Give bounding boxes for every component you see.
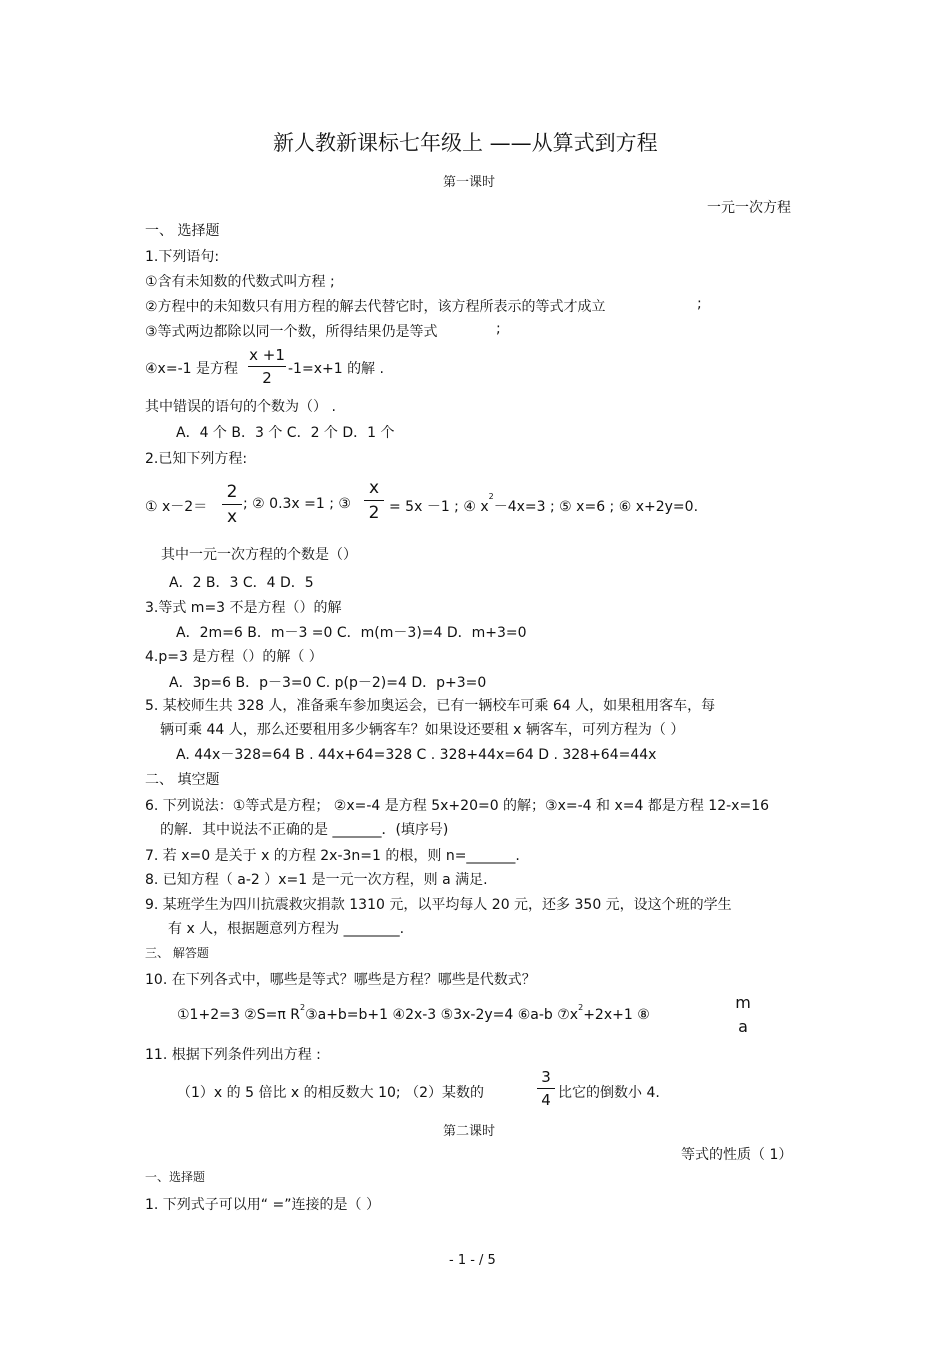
page-title: 新人教新课标七年级上 ——从算式到方程 (273, 131, 658, 155)
fraction-numerator: m (735, 993, 751, 1012)
question-2-eq-part-3-text: = 5x －1 ; ④ x (389, 499, 489, 515)
question-8: 8. 已知方程（ a-2 ）x=1 是一元一次方程，则 a 满足. (145, 872, 488, 888)
question-5-line-2: 辆可乘 44 人，那么还要租用多少辆客车？如果设还要租 x 辆客车，可列方程为（ ） (160, 722, 685, 738)
fraction-3-over-4 (537, 1068, 555, 1109)
lesson-heading-1: 第一课时 (443, 175, 496, 190)
fraction-denominator: a (738, 1017, 748, 1036)
fraction-bar (364, 500, 384, 501)
question-9-line-1: 9. 某班学生为四川抗震救灾捐款 1310 元，以平均每人 20 元，还多 350 元，设这个班的学生 (145, 897, 732, 913)
section-heading-answer: 三、 解答题 (145, 946, 209, 960)
question-1-ask: 其中错误的语句的个数为（） . (145, 399, 336, 415)
question-1-statement-4a: ④x=-1 是方程 (145, 361, 238, 377)
question-1-statement-3-end: ; (496, 321, 501, 337)
fraction-2-over-x (222, 482, 242, 527)
question-1-head: 1.下列语句: (145, 249, 220, 265)
question-11-part-2: 比它的倒数小 4. (558, 1085, 660, 1101)
exponent: 2 (299, 1003, 306, 1012)
question-11-part-1: （1）x 的 5 倍比 x 的相反数大 10; （2）某数的 (177, 1085, 484, 1101)
fraction-bar (734, 1014, 752, 1015)
exponent: 2 (578, 1003, 584, 1012)
question-2-head: 2.已知下列方程: (145, 451, 248, 467)
question-1-statement-2-end: ; (697, 296, 702, 312)
fraction-bar (537, 1088, 555, 1089)
question-10-head: 10. 在下列各式中，哪些是等式？哪些是方程？哪些是代数式？ (145, 972, 536, 988)
section-heading-fill: 二、 填空题 (145, 772, 220, 788)
fraction-x-over-2 (364, 478, 384, 523)
question-5-options: A. 44x－328=64 B . 44x+64=328 C . 328+44x=64 D . 328+64=44x (176, 747, 657, 763)
fraction-numerator: x (368, 478, 380, 498)
question-10-items-b: ③a+b=b+1 ④2x-3 ⑤3x-2y=4 ⑥a-b ⑦x (305, 1007, 579, 1023)
question-9-line-2: 有 x 人，根据题意列方程为 ________. (168, 921, 405, 937)
fraction-m-over-a (734, 993, 752, 1036)
question-3-head: 3.等式 m=3 不是方程（）的解 (145, 600, 342, 616)
question-11-head: 11. 根据下列条件列出方程 : (145, 1047, 321, 1063)
section-heading-choice-2: 一、选择题 (145, 1170, 206, 1184)
question-2-eq-part-3 (389, 492, 699, 516)
fraction-numerator: 3 (541, 1068, 551, 1086)
question-6-line-2: 的解．其中说法不正确的是 _______．(填序号) (160, 822, 449, 838)
fraction-denominator: x (226, 507, 238, 527)
question-3-options: A．2m=6 B．m－3 =0 C．m(m－3)=4 D．m+3=0 (176, 625, 527, 641)
fraction-numerator: x +1 (249, 346, 285, 364)
exponent: 2 (488, 492, 494, 501)
question-1-statement-2: ②方程中的未知数只有用方程的解去代替它时，该方程所表示的等式才成立 (145, 299, 606, 315)
question-1-statement-1: ①含有未知数的代数式叫方程 ; (145, 274, 335, 290)
question-2-options: A．2 B．3 C．4 D．5 (169, 575, 314, 591)
question-2-eq-part-4-text: －4x=3 ; ⑤ x=6 ; ⑥ x+2y=0. (493, 499, 699, 515)
question-lesson2-1: 1. 下列式子可以用“ =”连接的是（ ） (145, 1197, 380, 1213)
topic-heading-1: 一元一次方程 (707, 200, 791, 216)
section-heading-choice: 一、 选择题 (145, 223, 220, 239)
question-4-head: 4.p=3 是方程（）的解（ ） (145, 649, 323, 665)
fraction-denominator: 4 (541, 1091, 551, 1109)
question-10-items-c: +2x+1 ⑧ (583, 1007, 650, 1023)
question-10-items-a: ①1+2=3 ②S=π R (177, 1007, 300, 1023)
fraction-bar (222, 504, 242, 505)
fraction-denominator: 2 (368, 503, 380, 523)
question-1-statement-4b: -1=x+1 的解 . (288, 361, 384, 377)
question-7: 7. 若 x=0 是关于 x 的方程 2x-3n=1 的根，则 n=_______. (145, 848, 520, 864)
question-2-eq-part-2: ; ② 0.3x =1 ; ③ (243, 496, 351, 512)
question-2-ask: 其中一元一次方程的个数是（） (161, 547, 357, 563)
fraction-bar (248, 366, 286, 367)
page-footer: - 1 - / 5 (449, 1253, 496, 1268)
fraction-denominator: 2 (262, 369, 272, 387)
question-1-statement-3: ③等式两边都除以同一个数，所得结果仍是等式 (145, 324, 438, 340)
question-10-items (177, 1003, 650, 1023)
question-2-eq-part-1: ① x－2＝ (145, 499, 208, 515)
question-1-options: A．4 个 B．3 个 C．2 个 D．1 个 (176, 425, 395, 441)
question-5-line-1: 5. 某校师生共 328 人，准备乘车参加奥运会，已有一辆校车可乘 64 人，如果租用客车，每 (145, 698, 716, 714)
question-4-options: A．3p=6 B．p－3=0 C. p(p－2)=4 D．p+3=0 (169, 675, 487, 691)
question-6-line-1: 6. 下列说法：①等式是方程； ②x=-4 是方程 5x+20=0 的解；③x=-4 和 x=4 都是方程 12-x=16 (145, 798, 770, 814)
lesson-heading-2: 第二课时 (443, 1124, 496, 1139)
fraction-x-plus-1-over-2 (248, 346, 286, 387)
fraction-numerator: 2 (226, 482, 238, 502)
topic-heading-2: 等式的性质（ 1） (681, 1147, 793, 1163)
